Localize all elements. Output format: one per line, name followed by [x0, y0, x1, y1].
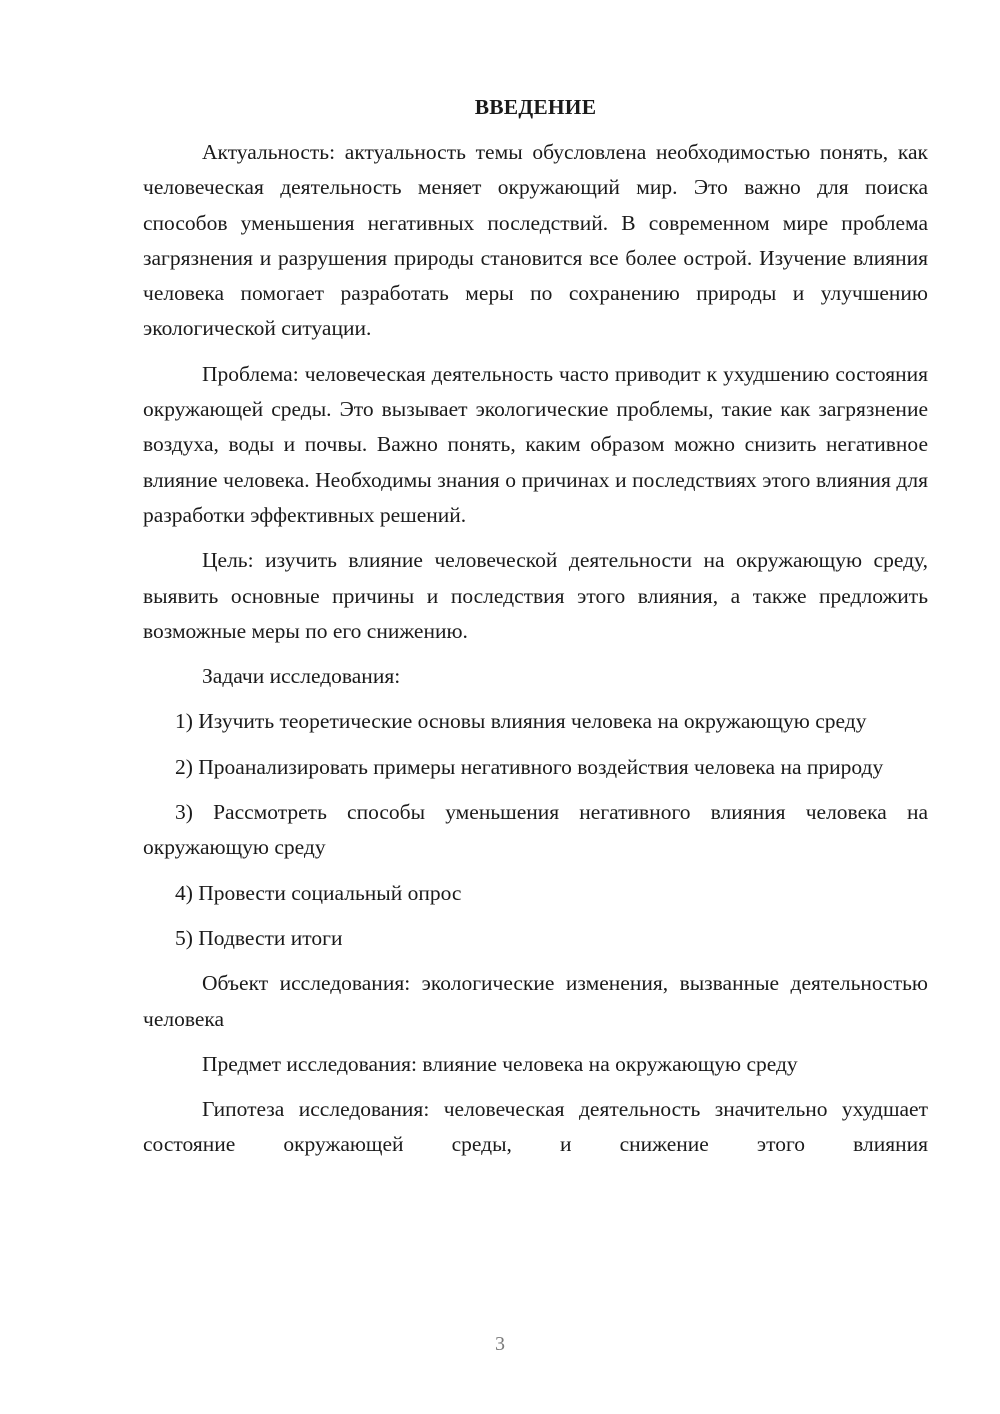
tasks-list [143, 704, 928, 956]
paragraph-goal: Цель: изучить влияние человеческой деятельности на окружающую среду, выявить основные причины и последствия этого влияния, а также предложить возможные меры по его снижению. [143, 548, 928, 643]
paragraph-relevance: Актуальность: актуальность темы обусловлена необходимостью понять, как человеческая деятельность меняет окружающий мир. Это важно для поиска способов уменьшения негативных последствий. В современном мире проблема загрязнения и разрушения природы становится все более острой. Изучение влияния человека помогает разработать меры по сохранению природы и улучшению экологической ситуации. [143, 140, 928, 341]
page-number: 3 [495, 1333, 505, 1355]
document-page [143, 90, 928, 1173]
paragraph-object: Объект исследования: экологические изменения, вызванные деятельностью человека [143, 971, 928, 1031]
list-item: 4) Провести социальный опрос [175, 880, 462, 905]
list-item: 2) Проанализировать примеры негативного воздействия человека на природу [175, 754, 884, 779]
paragraph-problem: Проблема: человеческая деятельность часто приводит к ухудшению состояния окружающей среды. Это вызывает экологические проблемы, такие как загрязнение воздуха, воды и почвы. Важно понять, каким образом можно снизить негативное влияние человека. Необходимы знания о причинах и последствиях этого влияния для разработки эффективных решений. [143, 361, 928, 527]
tasks-title: Задачи исследования: [202, 664, 401, 689]
paragraph-subject: Предмет исследования: влияние человека на окружающую среду [202, 1051, 798, 1076]
list-item: 1) Изучить теоретические основы влияния человека на окружающую среду [175, 709, 867, 734]
list-item: 3) Рассмотреть способы уменьшения негативного влияния человека на окружающую среду [143, 800, 928, 860]
section-heading: ВВЕДЕНИЕ [474, 95, 597, 119]
paragraph-hypothesis: Гипотеза исследования: человеческая деятельность значительно ухудшает состояние окружающей среды, и снижение этого влияния [143, 1097, 928, 1157]
list-item: 5) Подвести итоги [175, 925, 343, 950]
